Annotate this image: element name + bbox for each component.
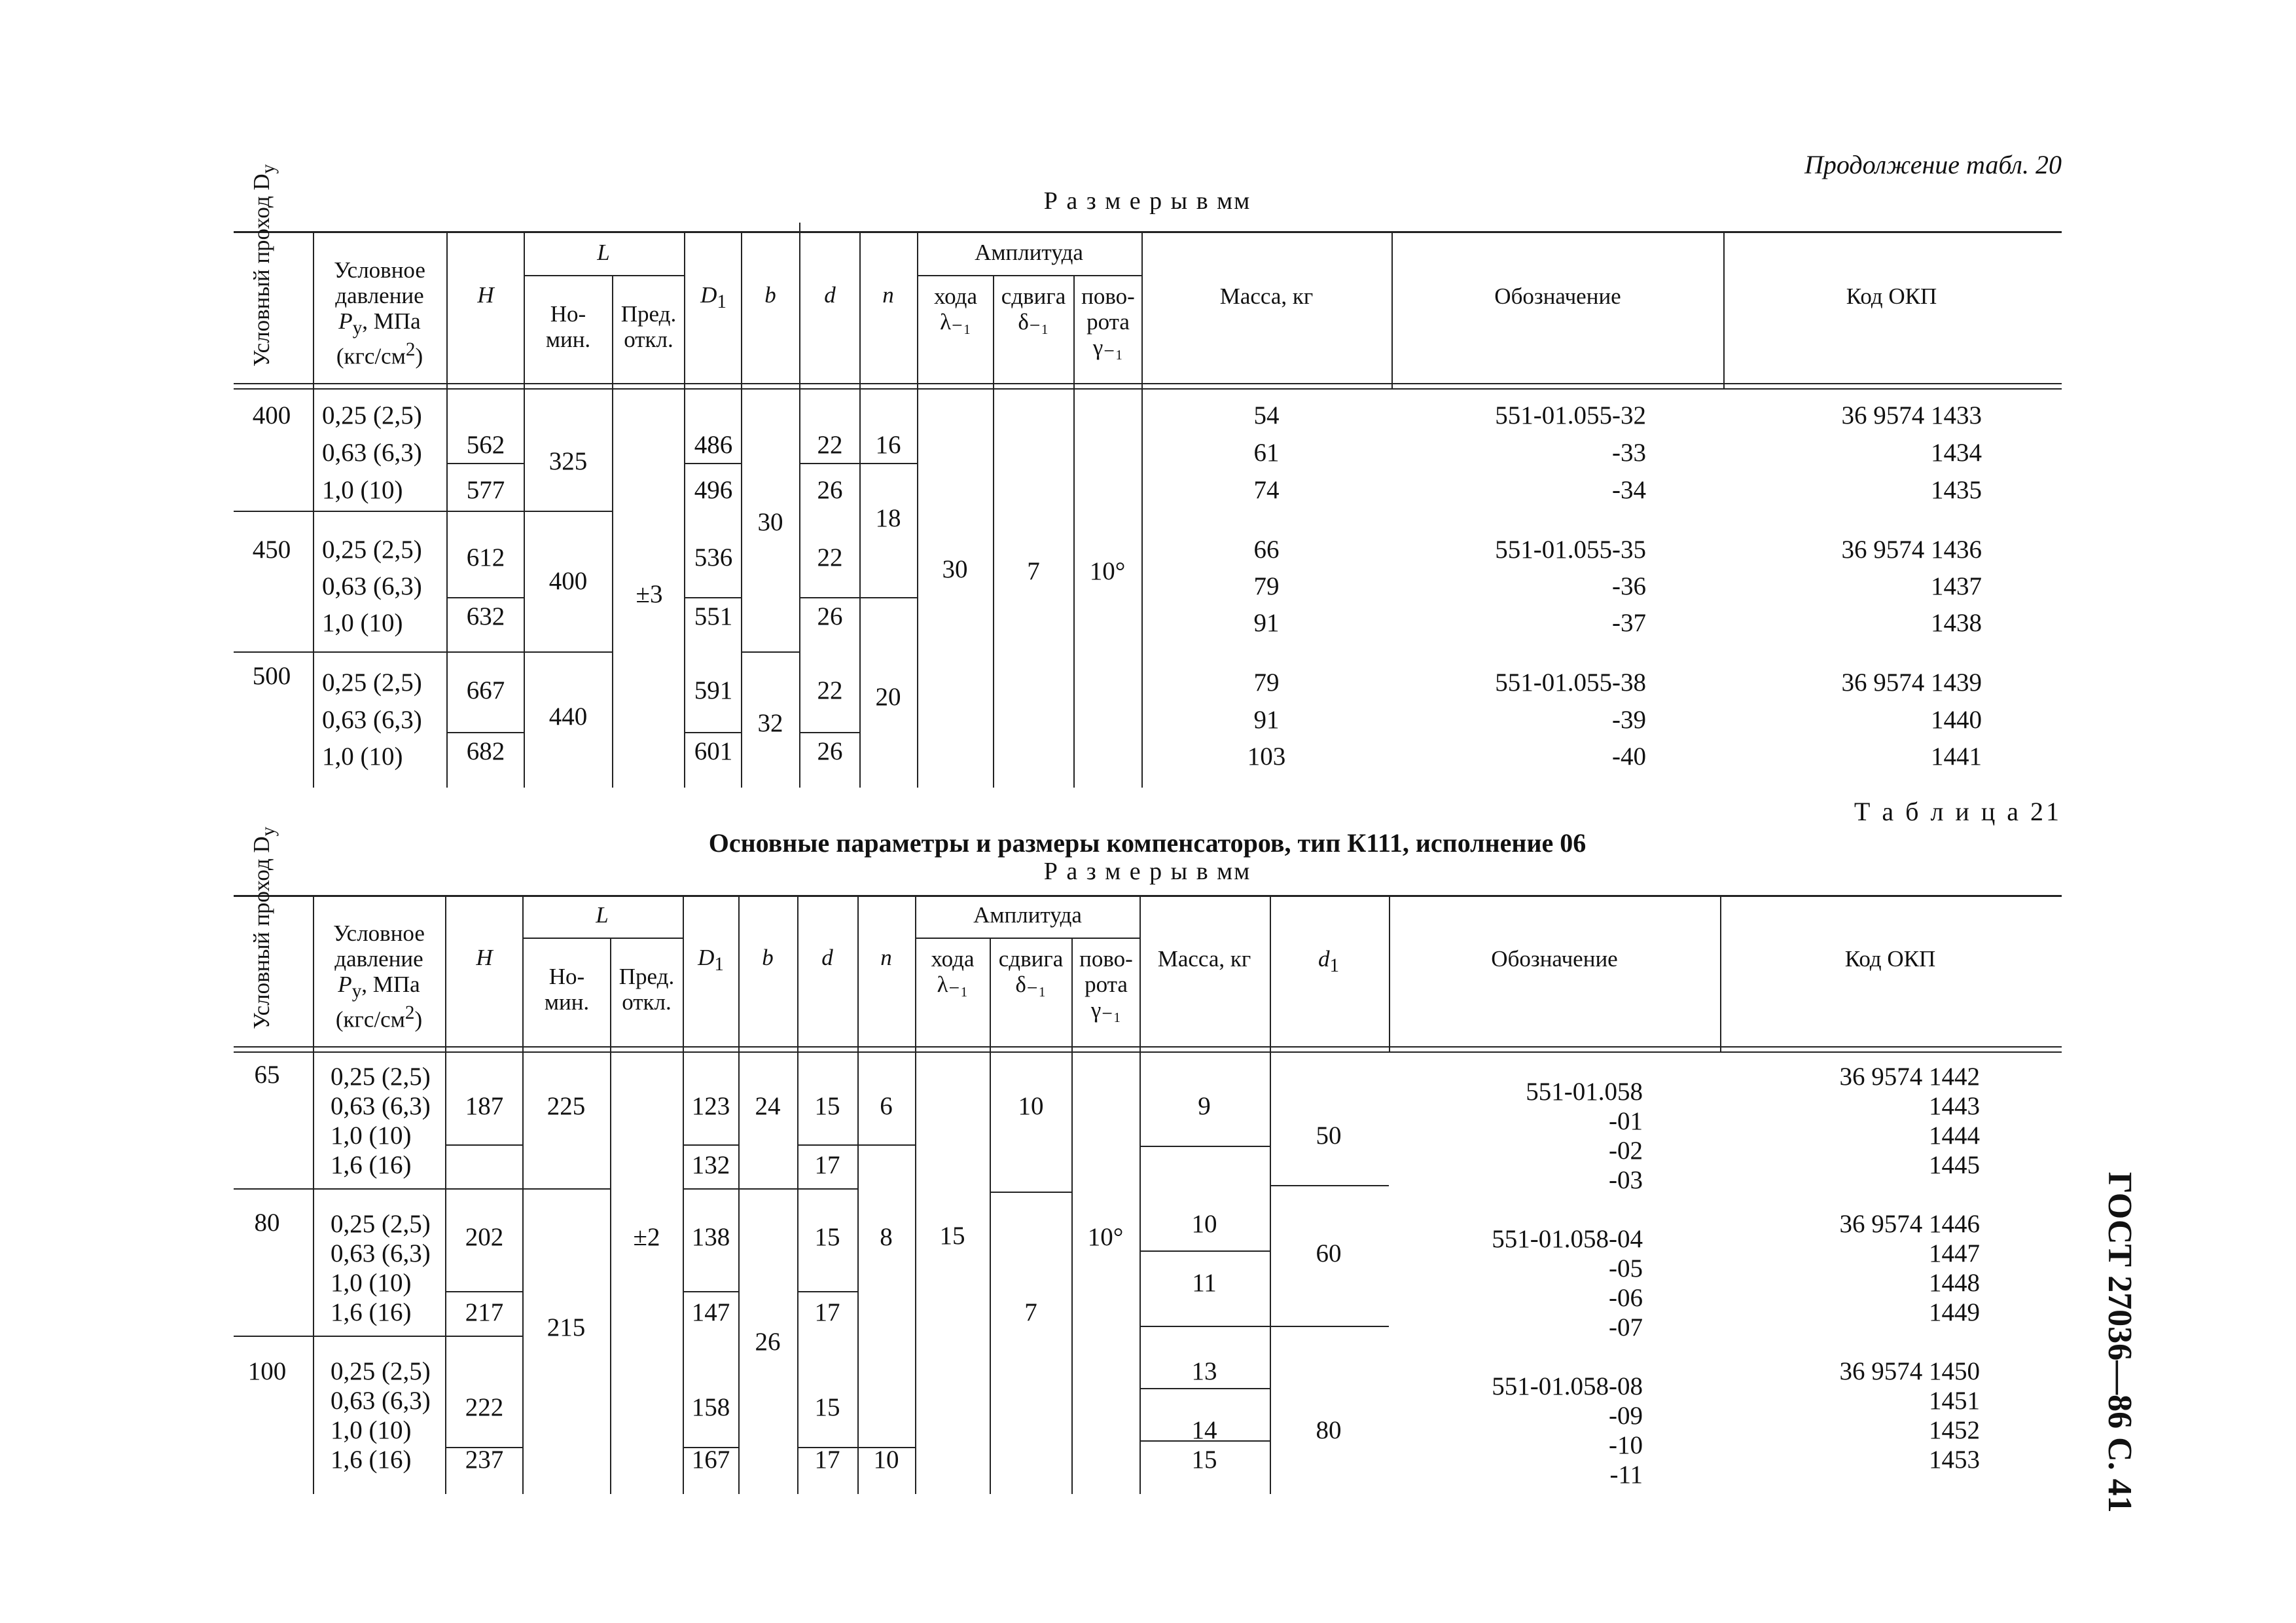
t21-kod: 1447	[1929, 1239, 1980, 1267]
t21-d1: 158	[691, 1393, 730, 1421]
t21-oboz: -02	[1609, 1137, 1643, 1165]
t20-h: 682	[466, 737, 505, 765]
t20-oboz: 551-01.055-38	[1495, 668, 1646, 697]
t20-py: 0,25 (2,5)	[322, 536, 422, 564]
t20-oboz: -40	[1612, 742, 1646, 771]
t20-kod: 1441	[1931, 742, 1982, 771]
header-h: H	[476, 945, 493, 970]
header-d: d	[824, 282, 836, 308]
t20-kod: 36 9574 1433	[1841, 401, 1982, 429]
header-kod: Код ОКП	[1844, 946, 1936, 972]
header-l: L	[596, 902, 609, 928]
t20-h: 562	[466, 431, 505, 459]
t21-kod: 1449	[1929, 1298, 1980, 1326]
t20-d: 22	[817, 431, 843, 459]
t21-py: 0,25 (2,5)	[331, 1357, 431, 1385]
t21-py: 0,63 (6,3)	[331, 1239, 431, 1267]
t21-oboz: -05	[1609, 1254, 1643, 1283]
t20-dy-450: 450	[252, 536, 291, 564]
t21-d1: 138	[691, 1223, 730, 1251]
t21-d1-small: 80	[1316, 1416, 1342, 1444]
t21-py: 1,0 (10)	[331, 1416, 412, 1444]
t20-n: 20	[875, 683, 901, 711]
t21-l-pred: ±2	[633, 1223, 660, 1251]
t20-kod: 1434	[1931, 439, 1982, 467]
header-h: H	[477, 282, 494, 308]
t21-mass: 10	[1191, 1210, 1217, 1238]
t21-d1: 147	[691, 1298, 730, 1326]
t21-dy-80: 80	[254, 1209, 280, 1237]
t21-py: 0,25 (2,5)	[331, 1063, 431, 1091]
t21-py: 0,63 (6,3)	[331, 1092, 431, 1120]
t21-oboz: -03	[1609, 1166, 1643, 1194]
t20-oboz: -39	[1612, 706, 1646, 734]
t21-kod: 1453	[1929, 1446, 1980, 1474]
t21-d: 15	[814, 1223, 840, 1251]
t20-py: 0,25 (2,5)	[322, 668, 422, 697]
t20-oboz: -36	[1612, 572, 1646, 600]
t21-kod: 1443	[1929, 1092, 1980, 1120]
t21-oboz: 551-01.058-04	[1492, 1225, 1643, 1253]
t20-mass: 61	[1253, 439, 1280, 467]
side-stamp: ГОСТ 27036—86 С. 41	[2101, 1172, 2138, 1513]
t20-py: 0,63 (6,3)	[322, 439, 422, 467]
t20-h: 612	[466, 543, 505, 572]
t20-sdviga: 7	[1027, 557, 1040, 585]
header-d1: $D_1$	[700, 282, 726, 312]
t21-sdviga: 7	[1024, 1298, 1037, 1326]
header-mass: Масса, кг	[1219, 283, 1314, 309]
t21-oboz: -11	[1609, 1461, 1643, 1489]
header-povorota: пово- рота γ₋₁	[1079, 946, 1133, 1023]
t20-d1: 486	[694, 431, 733, 459]
t20-h: 632	[466, 602, 505, 630]
t21-mass: 9	[1198, 1092, 1211, 1120]
t20-dy-400: 400	[252, 401, 291, 429]
t21-py: 1,6 (16)	[331, 1446, 412, 1474]
header-n: n	[880, 945, 892, 970]
t21-kod: 36 9574 1442	[1839, 1063, 1980, 1091]
t21-oboz: -01	[1609, 1107, 1643, 1135]
t20-d1: 601	[694, 737, 733, 765]
header-oboz: Обозначение	[1491, 946, 1618, 972]
t20-mass: 103	[1247, 742, 1286, 771]
t20-d1: 591	[694, 676, 733, 704]
t20-py: 0,63 (6,3)	[322, 572, 422, 600]
t21-h: 187	[465, 1092, 504, 1120]
header-py: Условное давление $P_у$, МПа $(кгс/см^2)$	[333, 921, 425, 1032]
t20-d: 22	[817, 676, 843, 704]
t21-n: 10	[873, 1446, 899, 1474]
continuation-note: Продолжение табл. 20	[1804, 150, 2062, 179]
t21-d: 17	[814, 1151, 840, 1179]
t21-d1: 132	[691, 1151, 730, 1179]
t21-kod: 1452	[1929, 1416, 1980, 1444]
t21-dy-65: 65	[254, 1061, 280, 1089]
t20-mass: 54	[1253, 401, 1280, 429]
t20-mass: 74	[1253, 476, 1280, 504]
t20-oboz: -34	[1612, 476, 1646, 504]
t20-dy-500: 500	[252, 662, 291, 690]
t21-kod: 36 9574 1446	[1839, 1210, 1980, 1238]
header-amplitude: Амплитуда	[975, 240, 1083, 265]
header-py: Условное давление $P_у$, МПа $(кгс/см^2)$	[334, 257, 425, 369]
t20-oboz: 551-01.055-32	[1495, 401, 1646, 429]
t20-l-nom: 440	[548, 702, 588, 731]
header-d1: $D_1$	[698, 945, 724, 975]
t21-n: 8	[880, 1223, 893, 1251]
t20-l-nom: 325	[548, 447, 588, 475]
t21-kod: 36 9574 1450	[1839, 1357, 1980, 1385]
header-b: b	[764, 282, 776, 308]
header-l-pred: Пред. откл.	[619, 964, 675, 1015]
t20-oboz: -37	[1612, 609, 1646, 637]
t21-py: 0,25 (2,5)	[331, 1210, 431, 1238]
t20-py: 1,0 (10)	[322, 609, 403, 637]
t20-d: 26	[817, 737, 843, 765]
t20-py: 1,0 (10)	[322, 476, 403, 504]
t20-d1: 551	[694, 602, 733, 630]
t20-oboz: -33	[1612, 439, 1646, 467]
header-b: b	[762, 945, 774, 970]
units-caption: Р а з м е р ы в мм	[1043, 187, 1251, 215]
t20-d: 22	[817, 543, 843, 572]
t20-py: 0,63 (6,3)	[322, 706, 422, 734]
t21-py: 1,0 (10)	[331, 1122, 412, 1150]
t21-d: 17	[814, 1298, 840, 1326]
t21-mass: 14	[1191, 1416, 1217, 1444]
t20-l-pred: ±3	[636, 580, 663, 608]
t20-kod: 36 9574 1439	[1841, 668, 1982, 697]
t21-mass: 11	[1192, 1269, 1217, 1297]
t21-kod: 1451	[1929, 1387, 1980, 1415]
t21-py: 1,6 (16)	[331, 1151, 412, 1179]
t20-mass: 66	[1253, 536, 1280, 564]
header-sdviga: сдвига δ₋₁	[1001, 283, 1066, 335]
header-mass: Масса, кг	[1157, 946, 1251, 972]
t20-b: 30	[757, 508, 783, 536]
t20-kod: 1438	[1931, 609, 1982, 637]
t21-l-nom: 215	[547, 1313, 586, 1341]
t20-hoda: 30	[942, 555, 968, 583]
t21-d1-small: 60	[1316, 1239, 1342, 1267]
t21-kod: 1444	[1929, 1122, 1980, 1150]
t21-oboz: -10	[1609, 1431, 1643, 1459]
t21-py: 0,63 (6,3)	[331, 1387, 431, 1415]
t21-h: 217	[465, 1298, 504, 1326]
t20-py: 0,25 (2,5)	[322, 401, 422, 429]
t21-d1: 167	[691, 1446, 730, 1474]
t21-h: 222	[465, 1393, 504, 1421]
header-d: d	[821, 945, 833, 970]
t20-l-nom: 400	[548, 567, 588, 595]
header-n: n	[882, 282, 894, 308]
header-dy: Условный проход $D_у$	[249, 164, 279, 367]
header-oboz: Обозначение	[1494, 283, 1621, 309]
table21-title: Основные параметры и размеры компенсаторов, тип К111, исполнение 06	[708, 828, 1587, 858]
header-l-nom: Но- мин.	[544, 964, 590, 1015]
header-d1-small: $d_1$	[1318, 946, 1340, 976]
t21-povorota: 10°	[1087, 1223, 1124, 1251]
t21-py: 1,6 (16)	[331, 1298, 412, 1326]
t21-d: 15	[814, 1092, 840, 1120]
t21-l-nom: 225	[547, 1092, 586, 1120]
t20-d: 26	[817, 602, 843, 630]
t20-h: 577	[466, 476, 505, 504]
header-hoda: хода λ₋₁	[933, 283, 977, 335]
t21-h: 237	[465, 1446, 504, 1474]
t21-b: 24	[755, 1092, 781, 1120]
header-l-nom: Но- мин.	[545, 301, 591, 353]
t20-d1: 536	[694, 543, 733, 572]
units-caption-2: Р а з м е р ы в мм	[1043, 858, 1251, 885]
header-l: L	[597, 240, 610, 265]
t21-oboz: 551-01.058	[1526, 1078, 1643, 1106]
header-sdviga: сдвига δ₋₁	[998, 946, 1064, 998]
t20-py: 1,0 (10)	[322, 742, 403, 771]
header-amplitude: Амплитуда	[973, 902, 1082, 928]
t20-mass: 79	[1253, 572, 1280, 600]
t20-n: 16	[875, 431, 901, 459]
t21-hoda: 15	[939, 1222, 965, 1250]
header-kod: Код ОКП	[1846, 283, 1937, 309]
t20-povorota: 10°	[1089, 557, 1126, 585]
t21-d1-small: 50	[1316, 1122, 1342, 1150]
t21-oboz: 551-01.058-08	[1492, 1372, 1643, 1400]
header-povorota: пово- рота γ₋₁	[1081, 283, 1135, 361]
header-dy: Условный проход $D_у$	[249, 826, 279, 1029]
t21-dy-100: 100	[247, 1357, 287, 1385]
t21-oboz: -06	[1609, 1284, 1643, 1312]
t21-d: 17	[814, 1446, 840, 1474]
t21-py: 1,0 (10)	[331, 1269, 412, 1297]
t20-kod: 1437	[1931, 572, 1982, 600]
t21-b: 26	[755, 1328, 781, 1356]
t21-kod: 1448	[1929, 1269, 1980, 1297]
t20-mass: 91	[1253, 609, 1280, 637]
t20-d: 26	[817, 476, 843, 504]
t21-mass: 15	[1191, 1446, 1217, 1474]
t20-oboz: 551-01.055-35	[1495, 536, 1646, 564]
t20-n: 18	[875, 504, 901, 532]
t20-b: 32	[757, 709, 783, 737]
t21-h: 202	[465, 1223, 504, 1251]
t21-d: 15	[814, 1393, 840, 1421]
header-hoda: хода λ₋₁	[931, 946, 975, 998]
t21-d1: 123	[691, 1092, 730, 1120]
header-l-pred: Пред. откл.	[620, 301, 677, 353]
t21-sdviga: 10	[1018, 1092, 1044, 1120]
t21-kod: 1445	[1929, 1151, 1980, 1179]
t21-oboz: -09	[1609, 1402, 1643, 1430]
t21-n: 6	[880, 1092, 893, 1120]
t20-kod: 1435	[1931, 476, 1982, 504]
table21-label: Т а б л и ц а 21	[1854, 797, 2062, 826]
t20-mass: 79	[1253, 668, 1280, 697]
t20-h: 667	[466, 676, 505, 704]
t21-mass: 13	[1191, 1357, 1217, 1385]
t20-kod: 36 9574 1436	[1841, 536, 1982, 564]
t20-d1: 496	[694, 476, 733, 504]
t20-mass: 91	[1253, 706, 1280, 734]
t20-kod: 1440	[1931, 706, 1982, 734]
t21-oboz: -07	[1609, 1313, 1643, 1341]
